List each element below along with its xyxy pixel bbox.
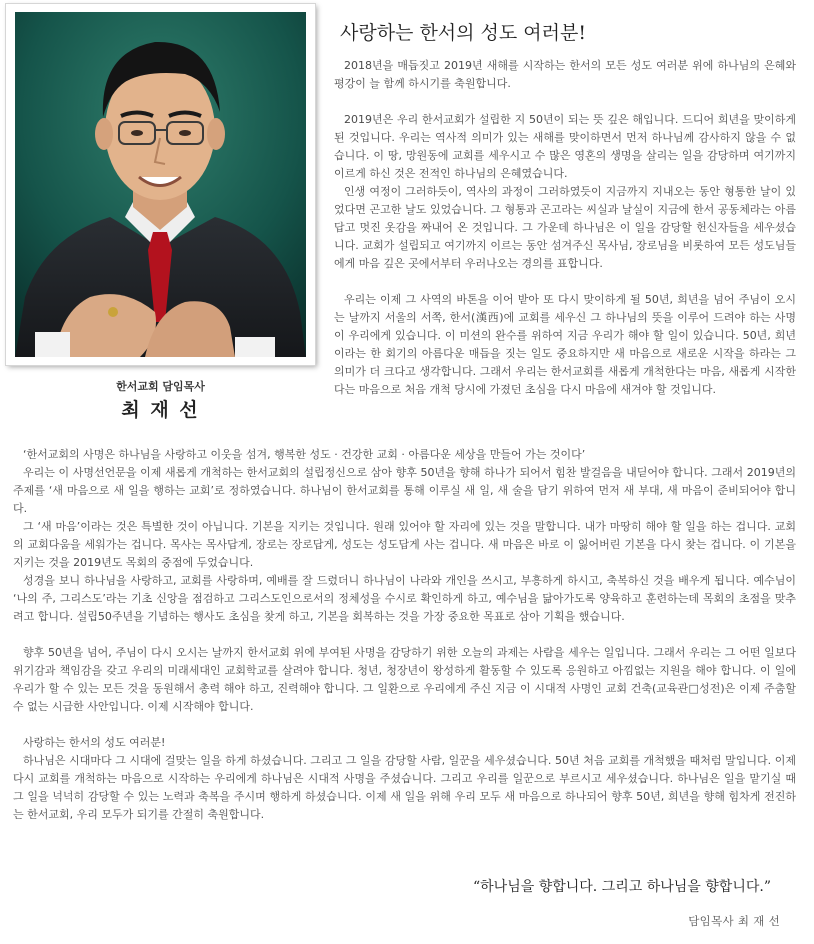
gratitude-paragraph: 인생 여정이 그러하듯이, 역사의 과정이 그러하였듯이 지금까지 지내오는 동안 형통한 날이 있었다면 곤고한 날도 있었습니다. 그 형통과 곤고라는 씨실과 날실이 지금에 한서 공동체라는 아름답고 멋진 옷감을 짜내어 온 것입니다. 그 가운데 하나님은 이 일을 감당할 헌신자들을 세우셨습니다. 교회가 설립되고 여기까지 이르는 동안 섬겨주신 목사님, 장로님을 비롯하여 모든 성도님들에게 마음 깊은 곳에서부터 우러나오는 경의를 표합니다. xyxy=(334,185,796,270)
mission-statement: ‘한서교회의 사명은 하나님을 사랑하고 이웃을 섬겨, 행복한 성도 · 건강한 교회 · 아름다운 세상을 만들어 가는 것이다’ xyxy=(23,448,586,461)
letter-title: 사랑하는 한서의 성도 여러분! xyxy=(340,22,587,44)
letter-body xyxy=(13,446,796,824)
mission-paragraph: 우리는 이제 그 사역의 바톤을 이어 받아 또 다시 맞이하게 될 50년, 희년을 넘어 주님이 오시는 날까지 서울의 서쪽, 한서(漢西)에 교회를 세우신 그 하나님의 뜻을 이루어 드려야 하는 사명이 우리에게 있습니다. 이 미션의 완수를 위하여 지금 우리가 해야 할 일이 있습니다. 50년, 희년이라는 한 회기의 아름다운 매듭을 짓는 일도 중요하지만 새 마음으로 새로운 시작을 하라는 그 의미가 더 크다고 생각합니다. 그래서 우리는 한서교회를 새롭게 개척한다는 마음, 새롭게 시작한다는 마음으로 처음 개척 당시에 가졌던 초심을 다시 마음에 새겨야 할 것입니다. xyxy=(334,293,796,396)
anniversary-paragraph: 2019년은 우리 한서교회가 설립한 지 50년이 되는 뜻 깊은 해입니다. 드디어 희년을 맞이하게 된 것입니다. 우리는 역사적 의미가 있는 새해를 맞이하면서 먼저 하나님께 감사하지 않을 수 없습니다. 이 땅, 망원동에 교회를 세우시고 수 많은 영혼의 생명을 살리는 일을 감당하며 여기까지 이르게 하신 것은 전적인 하나님의 은혜였습니다. xyxy=(334,113,796,180)
future-task-paragraph: 향후 50년을 넘어, 주님이 다시 오시는 날까지 한서교회 위에 부여된 사명을 감당하기 위한 오늘의 과제는 사람을 세우는 일입니다. 그래서 우리는 그 어떤 일보다 위기감과 책임감을 갖고 우리의 미래세대인 교회학교를 살려야 합니다. 청년, 청장년이 왕성하게 활동할 수 있도록 응원하고 아낌없는 지원을 해야 합니다. 이 일에 우리가 할 수 있는 모든 것을 동원해서 총력 해야 하고, 진력해야 합니다. 그 일환으로 우리에게 주신 지금 이 시대적 사명인 교회 건축(교육관□성전)은 이제 주춤할 수 없는 시급한 사안입니다. 이제 시작해야 합니다. xyxy=(13,646,796,713)
new-heart-paragraph: 그 ‘새 마음’이라는 것은 특별한 것이 아닙니다. 기본을 지키는 것입니다. 원래 있어야 할 자리에 있는 것을 말합니다. 내가 마땅히 해야 할 일을 하는 겁니다. 교회의 교회다움을 세워가는 겁니다. 목사는 목사답게, 장로는 장로답게, 성도는 성도답게 사는 겁니다. 새 마음은 바로 이 잃어버린 기본을 다시 찾는 겁니다. 이 기본을 지키는 것을 2019년도 목회의 중점에 두었습니다. xyxy=(13,520,796,569)
theme-paragraph: 우리는 이 사명선언문을 이제 새롭게 개척하는 한서교회의 설립정신으로 삼아 향후 50년을 향해 하나가 되어서 힘찬 발걸음을 내딛어야 합니다. 그래서 2019년의 주제를 ‘새 마음으로 새 일을 행하는 교회’로 정하였습니다. 하나님이 한서교회를 통해 이루실 새 일, 새 술을 담기 위하여 먼저 새 부대, 새 마음이 준비되어야 합니다. xyxy=(13,466,796,515)
closing-paragraph: 하나님은 시대마다 그 시대에 걸맞는 일을 하게 하셨습니다. 그리고 그 일을 감당할 사람, 일꾼을 세우셨습니다. 50년 처음 교회를 개척했을 때처럼 말입니다. 이제 다시 교회를 개척하는 마음으로 시작하는 우리에게 하나님은 시대적 사명을 주셨습니다. 그리고 우리를 일꾼으로 부르시고 세우셨습니다. 하나님은 일을 맡기실 때 그 일을 넉넉히 감당할 수 있는 노력과 축복을 주시며 행하게 하셨습니다. 이제 새 일을 위해 우리 모두 새 마음으로 하나되어 향후 50년, 희년을 향해 힘차게 전진하는 한서교회, 우리 모두가 되기를 간절히 축원합니다. xyxy=(13,754,796,821)
greeting-line: 사랑하는 한서의 성도 여러분! xyxy=(23,736,166,749)
pastor-role-caption: 한서교회 담임목사 xyxy=(116,380,205,393)
pastor-photo xyxy=(15,12,306,357)
ministry-focus-paragraph: 성경을 보니 하나님을 사랑하고, 교회를 사랑하며, 예배를 잘 드렸더니 하나님이 나라와 개인을 쓰시고, 부흥하게 하시고, 축복하신 것을 배우게 됩니다. 예수님이 ‘나의 주, 그리스도’라는 기초 신앙을 점검하고 그리스도인으로서의 정체성을 수시로 확인하게 하고, 예수님을 닮아가도록 양육하고 훈련하는데 목회의 초점을 맞추려고 합니다. 설립50주년을 기념하는 행사도 초심을 찾게 하고, 기본을 회복하는 것을 가장 중요한 목표로 삼아 기획을 했습니다. xyxy=(13,574,796,623)
closing-quote: “하나님을 향합니다. 그리고 하나님을 향합니다.” xyxy=(473,879,771,895)
pastor-photo-frame xyxy=(6,4,315,365)
intro-paragraph: 2018년을 매듭짓고 2019년 새해를 시작하는 한서의 모든 성도 여러분 위에 하나님의 은혜와 평강이 늘 함께 하시기를 축원합니다. xyxy=(334,59,796,90)
signature: 담임목사 최 재 선 xyxy=(688,914,780,928)
letter-intro-column xyxy=(334,57,796,399)
pastor-name-caption: 최 재 선 xyxy=(121,399,200,421)
